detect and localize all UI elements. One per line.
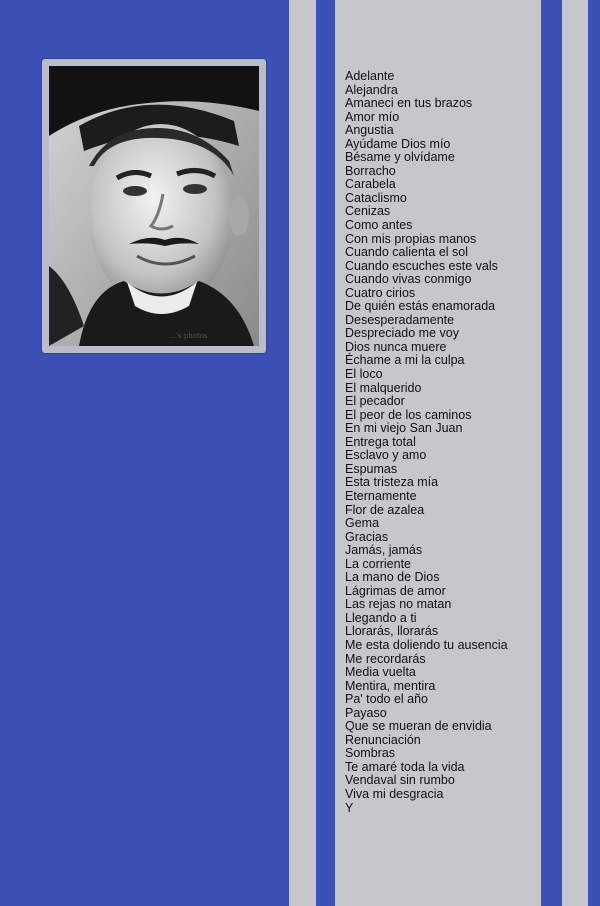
song-title: Jamás, jamás: [345, 543, 423, 558]
song-title: Y: [345, 800, 354, 815]
song-title: Adelante: [345, 69, 395, 83]
song-title: Gema: [345, 516, 380, 531]
song-title: Flor de azalea: [345, 502, 425, 517]
song-title: Cuando escuches este vals: [345, 258, 498, 273]
song-title: Amor mío: [345, 109, 400, 124]
song-title: Como antes: [345, 218, 413, 233]
song-title: Media vuelta: [345, 665, 416, 680]
song-title: Cuando calienta el sol: [345, 245, 468, 260]
song-title: Con mis propias manos: [345, 231, 477, 246]
song-title: Renunciación: [345, 732, 421, 747]
song-title: Me recordarás: [345, 651, 426, 666]
song-title: Dios nunca muere: [345, 339, 447, 354]
song-title: El peor de los caminos: [345, 407, 472, 422]
song-title: Payaso: [345, 705, 387, 720]
song-title: El loco: [345, 367, 383, 382]
portrait-photo-icon: [49, 66, 259, 346]
song-title: Vendaval sin rumbo: [345, 773, 455, 788]
song-title: Amaneci en tus brazos: [345, 96, 473, 111]
song-title: Échame a mi la culpa: [345, 353, 465, 368]
photo-frame: [42, 59, 266, 353]
song-title: En mi viejo San Juan: [345, 421, 463, 436]
song-title: Llegando a ti: [345, 610, 417, 625]
song-title: Cuando vivas conmigo: [345, 272, 472, 287]
song-title: Desesperadamente: [345, 312, 455, 327]
song-title: Eternamente: [345, 488, 417, 503]
song-title: Me esta doliendo tu ausencia: [345, 637, 508, 652]
song-title: Esclavo y amo: [345, 448, 427, 463]
song-title: Sombras: [345, 746, 396, 761]
song-title: De quién estás enamorada: [345, 299, 496, 314]
song-title: Cataclismo: [345, 190, 407, 205]
gray-stripe-narrow-right: [562, 0, 588, 906]
song-list: [345, 70, 508, 815]
song-title: La corriente: [345, 556, 412, 571]
song-title: Gracias: [345, 529, 389, 544]
song-title: Esta tristeza mía: [345, 475, 439, 490]
song-title: Alejandra: [345, 82, 398, 97]
song-title: Borracho: [345, 163, 396, 178]
song-title: Angustia: [345, 123, 394, 138]
song-title: Espumas: [345, 461, 398, 476]
gray-stripe-narrow-left: [289, 0, 316, 906]
song-title: Lágrimas de amor: [345, 583, 446, 598]
song-title: Pa' todo el año: [345, 692, 429, 707]
song-title: El malquerido: [345, 380, 422, 395]
song-title: Entrega total: [345, 434, 416, 449]
song-title: Que se mueran de envidia: [345, 719, 492, 734]
song-title: Cuatro cirios: [345, 285, 416, 300]
song-title: La mano de Dios: [345, 570, 440, 585]
song-title: Carabela: [345, 177, 396, 192]
song-title: Te amaré toda la vida: [345, 759, 465, 774]
song-title: Viva mi desgracia: [345, 786, 444, 801]
song-title: Cenizas: [345, 204, 391, 219]
song-title: Las rejas no matan: [345, 597, 452, 612]
song-title: Despreciado me voy: [345, 326, 459, 341]
song-title: Ayúdame Dios mío: [345, 136, 451, 151]
song-title: Mentira, mentira: [345, 678, 436, 693]
song-title: Bésame y olvídame: [345, 150, 455, 165]
photo-watermark: …'s photos: [169, 332, 208, 340]
song-title: El pecador: [345, 394, 405, 409]
song-title: Llorarás, llorarás: [345, 624, 439, 639]
